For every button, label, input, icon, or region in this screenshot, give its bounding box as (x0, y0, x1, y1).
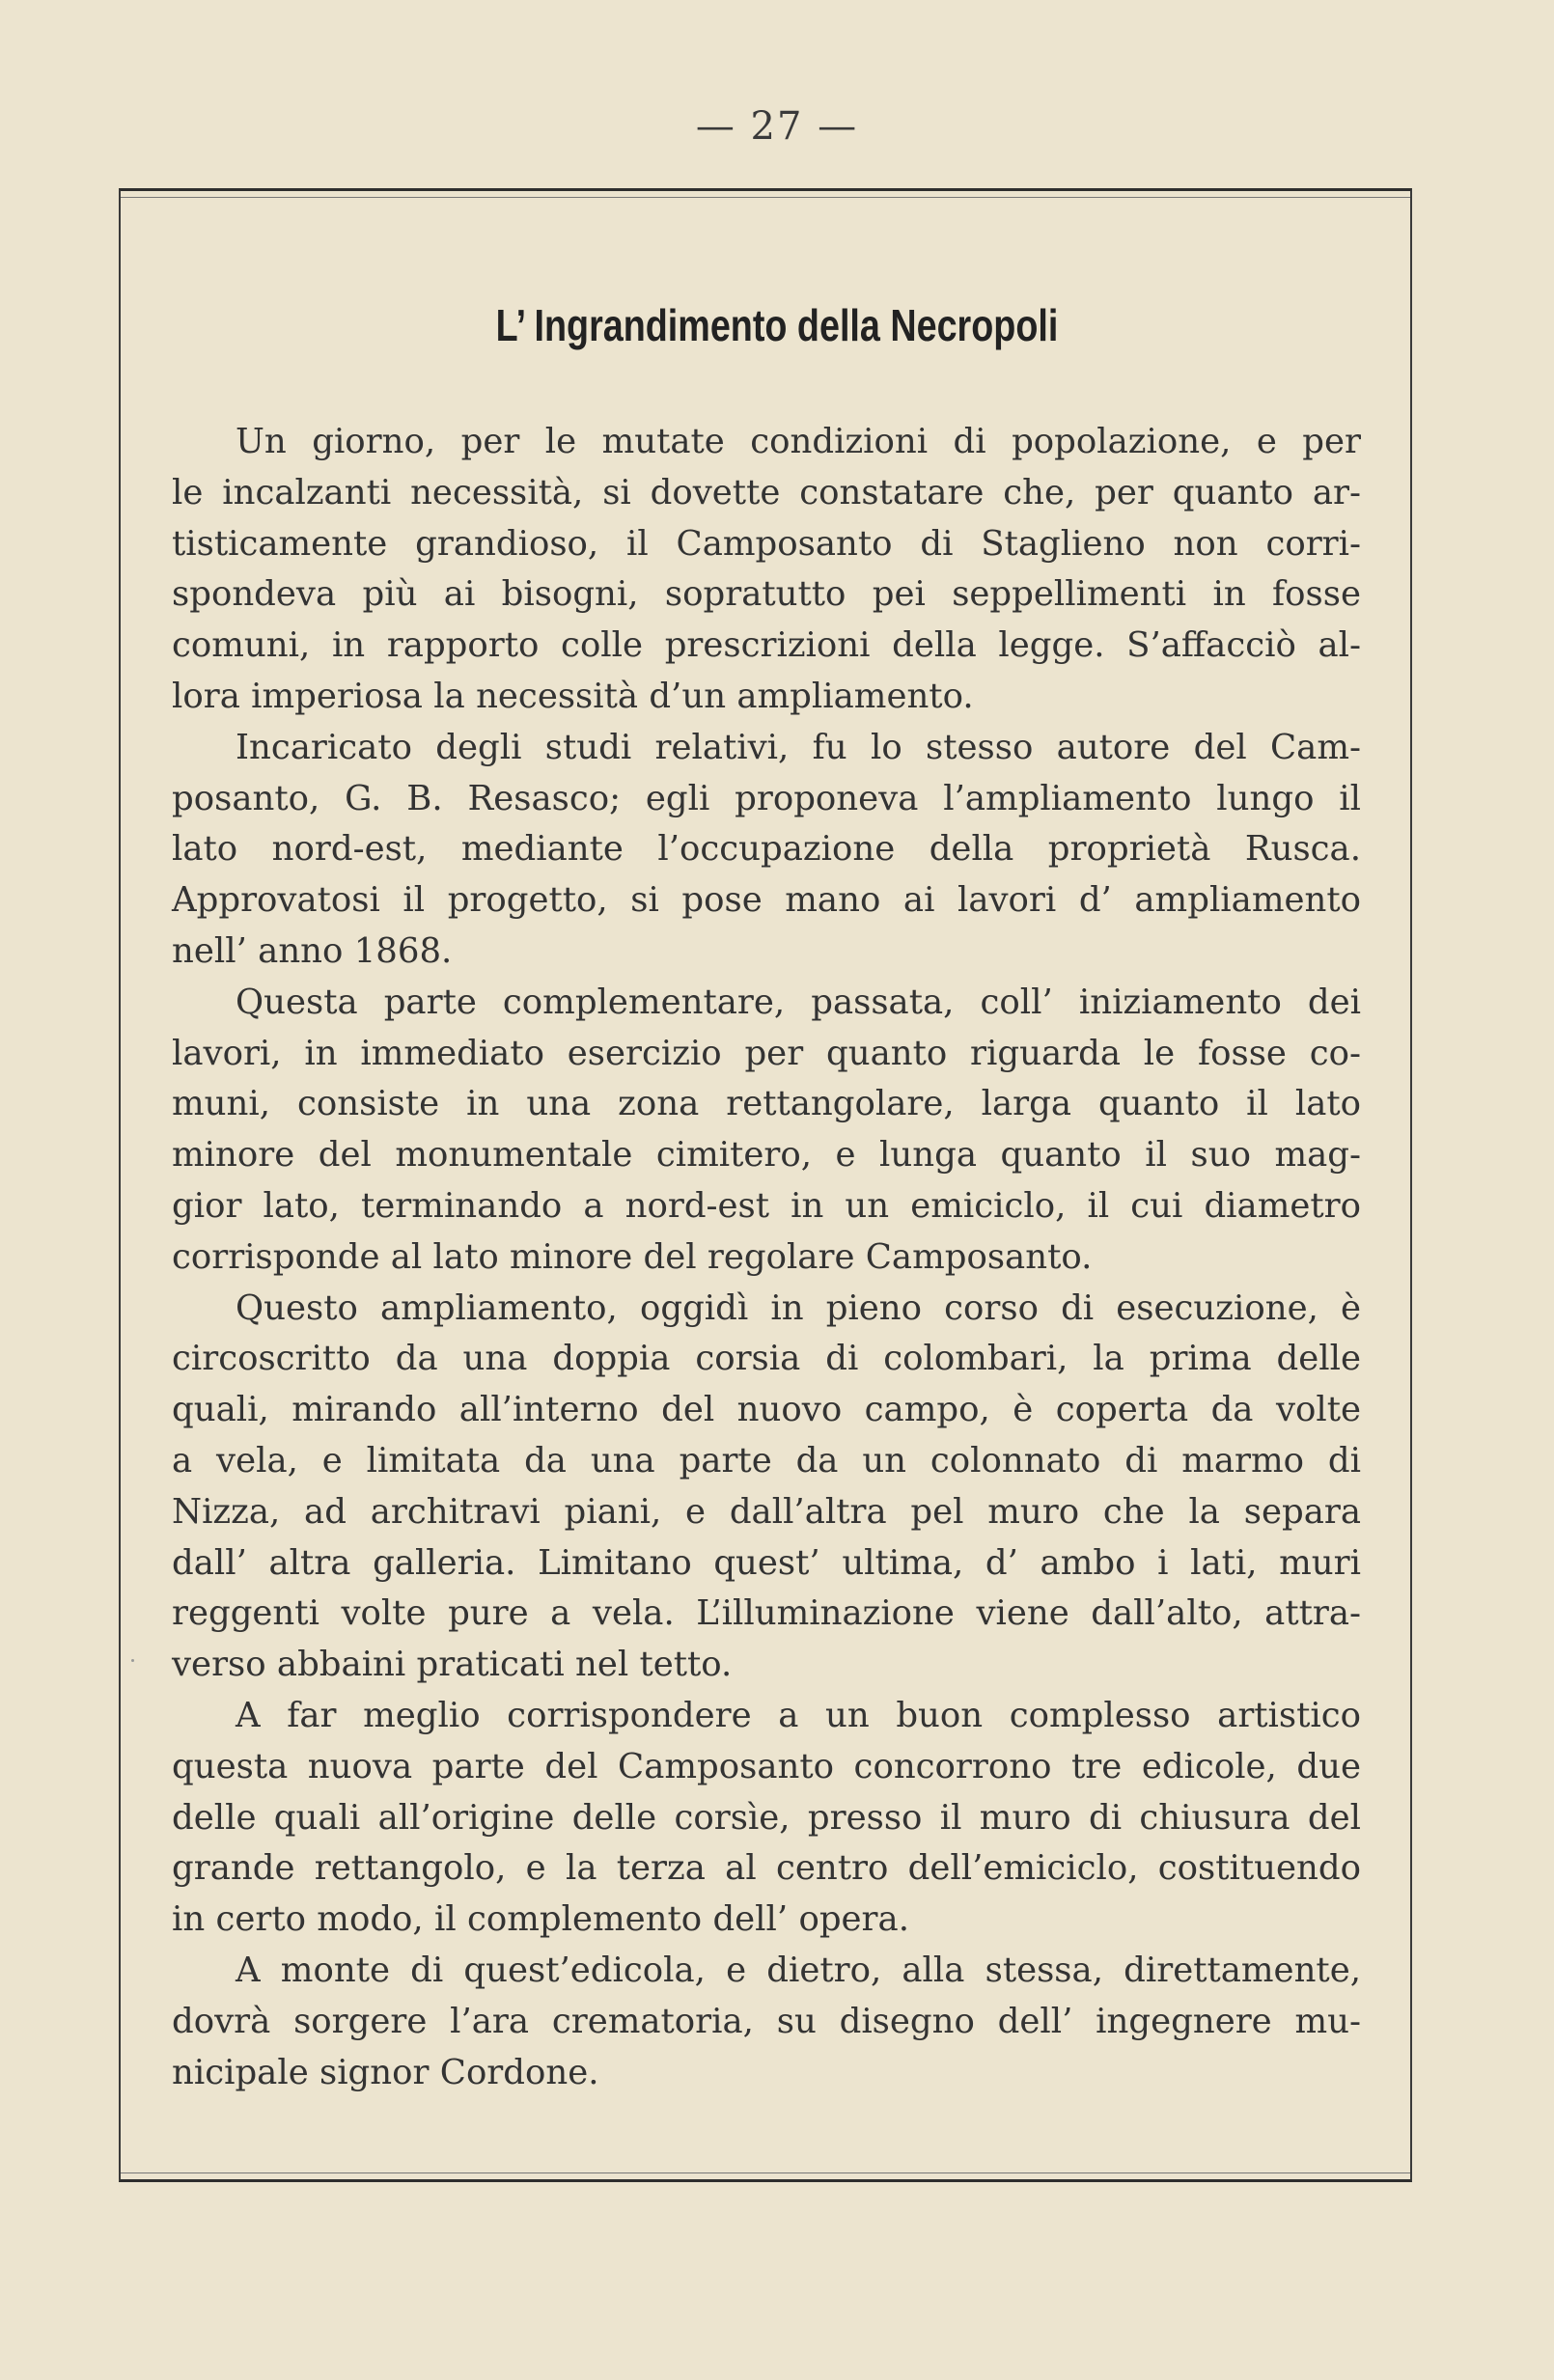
text-line: A monte di quest’edicola, e dietro, alla stessa, direttamente, (236, 1950, 1361, 1990)
text-line: A far meglio corrispondere a un buon complesso artistico (236, 1695, 1361, 1735)
text-line: lato nord-est, mediante l’occupazione della proprietà Rusca. (172, 829, 1361, 870)
text-line: dovrà sorgere l’ara crematoria, su disegno dell’ ingegnere mu- (172, 2001, 1361, 2041)
text-line: reggenti volte pure a vela. L’illuminazione viene dall’alto, attra- (172, 1593, 1361, 1634)
text-line: verso abbaini praticati nel tetto. (172, 1645, 733, 1685)
text-line: Un giorno, per le mutate condizioni di popolazione, e per (236, 422, 1361, 461)
text-line: posanto, G. B. Resasco; egli proponeva l’ampliamento lungo il (172, 778, 1361, 818)
text-line: nicipale signor Cordone. (172, 2052, 599, 2092)
text-line: Approvatosi il progetto, si pose mano ai lavori d’ ampliamento (172, 880, 1361, 921)
paper-speck (131, 1659, 134, 1662)
text-line: le incalzanti necessità, si dovette constatare che, per quanto ar- (172, 472, 1361, 512)
text-line: quali, mirando all’interno del nuovo campo, è coperta da volte (172, 1390, 1361, 1430)
text-line: gior lato, terminando a nord-est in un emiciclo, il cui diametro (172, 1185, 1361, 1226)
text-line: Incaricato degli studi relativi, fu lo stesso autore del Cam- (236, 727, 1361, 767)
text-line: spondeva più ai bisogni, sopratutto pei seppellimenti in fosse (172, 574, 1361, 615)
text-line: questa nuova parte del Camposanto concorrono tre edicole, due (172, 1746, 1361, 1786)
text-line: lora imperiosa la necessità d’un ampliamento. (172, 676, 974, 716)
text-line: a vela, e limitata da una parte da un colonnato di marmo di (172, 1440, 1361, 1481)
text-line: grande rettangolo, e la terza al centro dell’emiciclo, costituendo (172, 1848, 1361, 1889)
text-line: nell’ anno 1868. (172, 930, 453, 971)
text-line: Nizza, ad architravi piani, e dall’altra pel muro che la separa (172, 1491, 1361, 1532)
text-line: in certo modo, il complemento dell’ opera. (172, 1899, 909, 1940)
text-line: minore del monumentale cimitero, e lunga quanto il suo mag- (172, 1135, 1361, 1176)
text-line: comuni, in rapporto colle prescrizioni della legge. S’affacciò al- (172, 625, 1361, 666)
article-title: L’ Ingrandimento della Necropoli (495, 300, 1059, 350)
text-line: Questo ampliamento, oggidì in pieno corso di esecuzione, è (236, 1287, 1361, 1328)
text-line: dall’ altra galleria. Limitano quest’ ultima, d’ ambo i lati, muri (172, 1542, 1361, 1583)
text-line: muni, consiste in una zona rettangolare, larga quanto il lato (172, 1084, 1361, 1124)
text-line: Questa parte complementare, passata, coll’ iniziamento dei (236, 982, 1361, 1022)
page-number: — 27 — (695, 104, 859, 149)
text-line: circoscritto da una doppia corsia di colombari, la prima delle (172, 1339, 1361, 1379)
text-line: delle quali all’origine delle corsìe, presso il muro di chiusura del (172, 1797, 1361, 1838)
text-line: lavori, in immediato esercizio per quanto riguarda le fosse co- (172, 1033, 1361, 1073)
text-line: corrisponde al lato minore del regolare Camposanto. (172, 1236, 1093, 1277)
text-line: tisticamente grandioso, il Camposanto di Staglieno non corri- (172, 523, 1361, 564)
article-body (172, 417, 1361, 2098)
